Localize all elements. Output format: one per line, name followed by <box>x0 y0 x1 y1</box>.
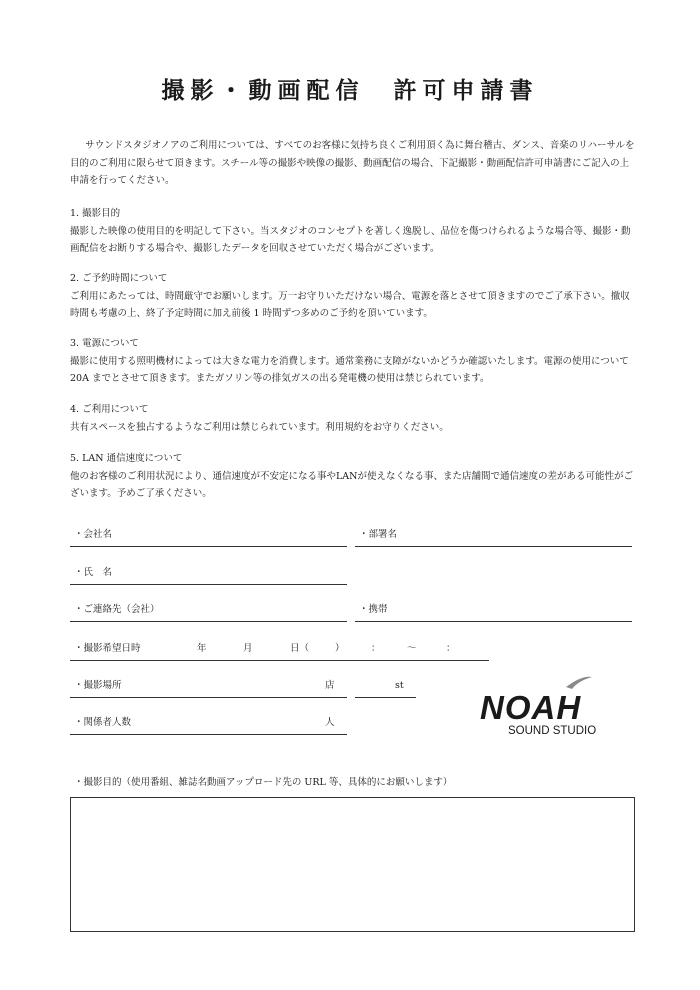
intro-text: サウンドスタジオノアのご利用については、すべてのお客様に気持ち良くご利用頂く為に舞台稽古、ダンス、音楽のリハーサルを目的のご利用に限らせて頂きます。スチール等の撮影や映像の撮影、動画配信の場合、下記撮影・動画配信許可申請書にご記入の上申請を行ってください。 <box>70 140 635 186</box>
page-title: 撮影・動画配信 許可申請書 <box>161 77 539 104</box>
section-2-title: 2. ご予約時間について <box>70 273 168 284</box>
name-label: ・氏 名 <box>74 567 113 578</box>
section-2 <box>70 270 636 323</box>
company-field[interactable] <box>70 522 347 547</box>
location-label: ・撮影場所 <box>74 680 122 691</box>
time-tilde: 〜 <box>407 643 417 654</box>
contact-label: ・ご連絡先（会社） <box>74 604 160 615</box>
section-4-title: 4. ご利用について <box>70 404 149 415</box>
noah-logo <box>478 675 630 737</box>
logo-sub-text: SOUND STUDIO <box>508 725 597 737</box>
purpose-textarea[interactable] <box>70 797 635 932</box>
logo-main-text: NOAH <box>480 689 582 726</box>
logo-swoosh <box>566 677 592 689</box>
company-label: ・会社名 <box>74 529 113 540</box>
time-colon-start: ： <box>371 643 381 654</box>
section-1-body: 撮影した映像の使用目的を明記して下さい。当スタジオのコンセプトを著しく逸脱し、品位を傷つけられるような場合等、撮影・動画配信をお断りする場合や、撮影したデータを回収させていただく場合がございます。 <box>70 225 631 254</box>
name-field[interactable] <box>70 560 347 585</box>
day-unit: 日（ <box>290 643 310 654</box>
contact-field[interactable] <box>70 597 347 622</box>
section-5-title: 5. LAN 通信速度について <box>70 453 183 464</box>
section-3 <box>70 335 636 388</box>
people-label: ・関係者人数 <box>74 717 132 728</box>
time-colon-end: ： <box>446 643 456 654</box>
section-1-title: 1. 撮影目的 <box>70 208 121 219</box>
section-3-title: 3. 電源について <box>70 338 139 349</box>
month-unit: 月 <box>243 643 253 654</box>
purpose-label: ・撮影目的（使用番組、雑誌名動画アップロード先の URL 等、具体的にお願いします） <box>74 777 453 788</box>
section-3-body: 撮影に使用する照明機材によっては大きな電力を消費します。通常業務に支障がないかどうか確認いたします。電源の使用について 20A までとさせて頂きます。またガソリン等の排気ガスの出る発電機の使用は禁じられています。 <box>70 355 629 384</box>
store-unit: 店 <box>325 680 335 691</box>
studio-st-unit: st <box>395 680 404 691</box>
location-field[interactable] <box>70 673 347 698</box>
section-2-body: ご利用にあたっては、時間厳守でお願いします。万一お守りいただけない場合、電源を落とさせて頂きますのでご了承下さい。撤収時間も考慮の上、終了予定時間に加え前後 1 時間ずつ多めのご予約を頂いています。 <box>70 290 630 319</box>
year-unit: 年 <box>197 643 207 654</box>
datetime-field[interactable] <box>70 636 489 661</box>
section-5 <box>70 450 636 503</box>
paren-close: ） <box>335 643 345 654</box>
section-1 <box>70 205 636 258</box>
datetime-label: ・撮影希望日時 <box>74 643 141 654</box>
department-label: ・部署名 <box>359 529 398 540</box>
mobile-label: ・携帯 <box>359 604 388 615</box>
mobile-field[interactable] <box>355 597 632 622</box>
section-4-body: 共有スペースを独占するようなご利用は禁じられています。利用規約をお守りください。 <box>70 421 449 433</box>
section-5-body: 他のお客様のご利用状況により、通信速度が不安定になる事やLANが使えなくなる事、また店舗間で通信速度の差がある可能性がございます。予めご了承ください。 <box>70 470 633 499</box>
people-unit: 人 <box>325 717 335 728</box>
department-field[interactable] <box>355 522 632 547</box>
section-4 <box>70 401 636 436</box>
studio-number-field[interactable] <box>355 673 416 698</box>
people-field[interactable] <box>70 710 347 735</box>
